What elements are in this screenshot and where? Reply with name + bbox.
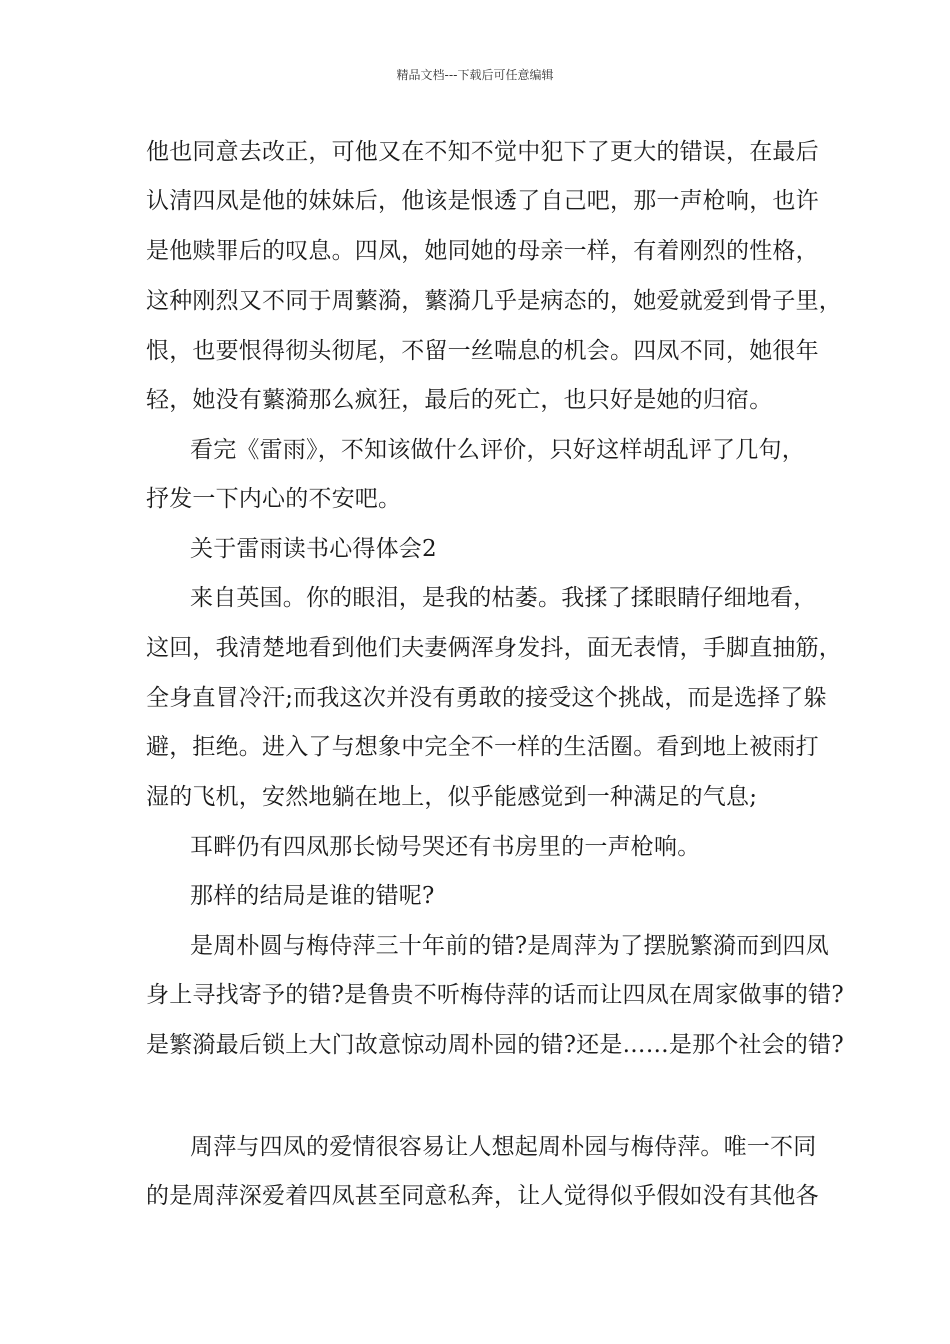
text-line: 这种刚烈又不同于周蘩漪，蘩漪几乎是病态的，她爱就爱到骨子里， [146,288,842,314]
text-line: 来自英国。你的眼泪，是我的枯萎。我揉了揉眼睛仔细地看， [190,585,817,611]
text-line: 全身直冒冷汗;而我这次并没有勇敢的接受这个挑战，而是选择了躲 [146,685,827,711]
text-line: 恨，也要恨得彻头彻尾，不留一丝喘息的机会。四凤不同，她很年 [146,338,819,364]
text-line: 这回，我清楚地看到他们夫妻俩浑身发抖，面无表情，手脚直抽筋， [146,635,842,661]
text-line: 他也同意去改正，可他又在不知不觉中犯下了更大的错误，在最后 [146,139,819,165]
text-line: 认清四凤是他的妹妹后，他该是恨透了自己吧，那一声枪响，也许 [146,188,819,214]
section-heading: 关于雷雨读书心得体会2 [190,536,437,562]
text-line: 湿的飞机，安然地躺在地上，似乎能感觉到一种满足的气息; [146,784,758,810]
text-line: 周萍与四凤的爱情很容易让人想起周朴园与梅侍萍。唯一不同 [190,1134,817,1160]
text-line: 的是周萍深爱着四凤甚至同意私奔，让人觉得似乎假如没有其他各 [146,1183,819,1209]
text-line: 是周朴圆与梅侍萍三十年前的错?是周萍为了摆脱繁漪而到四凤 [190,933,829,959]
text-line: 抒发一下内心的不安吧。 [146,486,402,512]
page-header: 精品文档---下载后可任意编辑 [396,68,554,82]
text-line: 身上寻找寄予的错?是鲁贵不听梅侍萍的话而让四凤在周家做事的错? [146,982,844,1008]
text-line: 耳畔仍有四凤那长恸号哭还有书房里的一声枪响。 [190,834,701,860]
text-line: 那样的结局是谁的错呢? [190,883,435,909]
text-line: 轻，她没有蘩漪那么疯狂，最后的死亡，也只好是她的归宿。 [146,387,773,413]
text-line: 避，拒绝。进入了与想象中完全不一样的生活圈。看到地上被雨打 [146,734,819,760]
text-line: 看完《雷雨》，不知该做什么评价，只好这样胡乱评了几句， [190,437,805,463]
text-line: 是他赎罪后的叹息。四凤，她同她的母亲一样，有着刚烈的性格， [146,238,819,264]
text-line: 是繁漪最后锁上大门故意惊动周朴园的错?还是……是那个社会的错? [146,1032,844,1058]
